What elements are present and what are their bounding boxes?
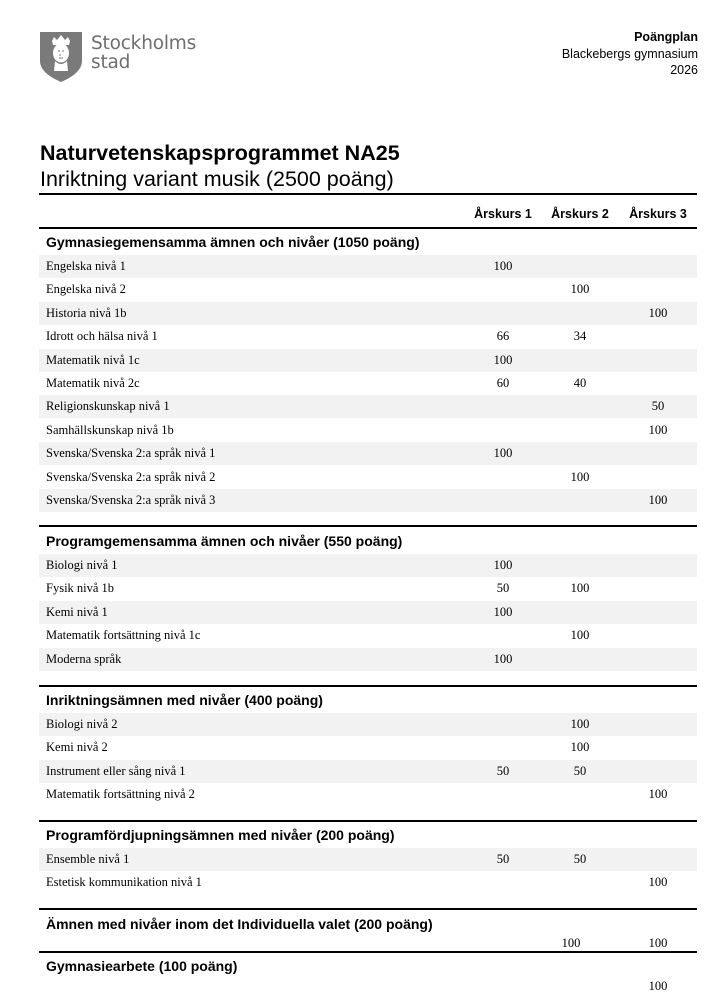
points-year-2: 100 <box>570 581 590 596</box>
points-year-1: 60 <box>496 376 510 390</box>
course-name: Moderna språk <box>46 651 122 666</box>
year: 2026 <box>670 63 698 77</box>
points-year-1: 100 <box>493 604 513 619</box>
course-name: Samhällskunskap nivå 1b <box>46 422 174 437</box>
section-title: Programfördjupningsämnen med nivåer (200 poäng) <box>46 827 395 843</box>
course-name: Fysik nivå 1b <box>46 581 115 596</box>
points-year-1: 66 <box>496 329 510 344</box>
individual-choice-year-3: 100 <box>648 936 668 950</box>
table-row <box>39 601 697 624</box>
points-year-2: 100 <box>570 628 590 643</box>
points-year-1: 100 <box>493 558 513 572</box>
points-year-1: 50 <box>496 581 510 596</box>
stockholms-stad-logo <box>39 31 196 83</box>
course-name: Ensemble nivå 1 <box>46 852 130 866</box>
divider <box>39 193 697 195</box>
course-name: Svenska/Svenska 2:a språk nivå 2 <box>46 469 216 484</box>
divider <box>39 908 697 910</box>
points-year-3: 100 <box>648 787 668 802</box>
points-year-1: 100 <box>493 446 513 461</box>
section-title: Gymnasiegemensamma ämnen och nivåer (1050 poäng) <box>46 234 420 250</box>
course-name: Matematik nivå 1c <box>46 352 140 367</box>
divider <box>39 951 697 953</box>
section-title: Gymnasiearbete (100 poäng) <box>46 958 238 974</box>
table-row <box>39 760 697 783</box>
points-year-3: 100 <box>648 493 668 507</box>
table-row <box>39 349 697 372</box>
course-name: Idrott och hälsa nivå 1 <box>46 329 158 344</box>
table-row <box>39 489 697 512</box>
table-row <box>39 783 697 806</box>
table-row <box>39 577 697 600</box>
course-name: Biologi nivå 1 <box>46 558 118 572</box>
divider <box>39 227 697 229</box>
course-name: Svenska/Svenska 2:a språk nivå 1 <box>46 446 216 461</box>
section-title: Inriktningsämnen med nivåer (400 poäng) <box>46 692 323 708</box>
points-year-2: 34 <box>573 329 587 344</box>
points-year-1: 50 <box>496 852 510 866</box>
table-row <box>39 871 697 894</box>
points-year-1: 50 <box>496 763 510 778</box>
points-year-2: 50 <box>573 852 587 866</box>
column-header-year-3: Årskurs 3 <box>629 207 687 221</box>
table-row <box>39 848 697 871</box>
points-year-3: 100 <box>648 875 668 890</box>
points-year-2: 100 <box>570 469 590 484</box>
document-type: Poängplan <box>634 30 698 44</box>
course-name: Instrument eller sång nivå 1 <box>46 763 186 778</box>
document-header <box>562 29 698 79</box>
table-row <box>39 466 697 489</box>
logo-text-line1: Stockholms <box>91 33 197 54</box>
gymnasiearbete-year-3: 100 <box>648 979 668 993</box>
table-row <box>39 278 697 301</box>
course-name: Matematik fortsättning nivå 2 <box>46 787 195 802</box>
course-name: Svenska/Svenska 2:a språk nivå 3 <box>46 493 216 507</box>
table-row <box>39 554 697 577</box>
points-year-1: 100 <box>493 259 513 273</box>
course-name: Kemi nivå 1 <box>46 604 108 619</box>
course-name: Engelska nivå 2 <box>46 282 126 297</box>
course-name: Kemi nivå 2 <box>46 740 108 755</box>
table-row <box>39 736 697 759</box>
program-subtitle: Inriktning variant musik (2500 poäng) <box>40 167 394 191</box>
points-year-2: 100 <box>570 717 590 731</box>
course-name: Historia nivå 1b <box>46 305 127 320</box>
points-year-1: 100 <box>493 352 513 367</box>
table-row <box>39 442 697 465</box>
table-row <box>39 255 697 278</box>
table-row <box>39 325 697 348</box>
course-name: Engelska nivå 1 <box>46 259 126 273</box>
section-title: Programgemensamma ämnen och nivåer (550 poäng) <box>46 533 403 549</box>
divider <box>39 820 697 822</box>
logo-text-line2: stad <box>91 52 131 73</box>
course-name: Religionskunskap nivå 1 <box>46 399 170 414</box>
table-row <box>39 713 697 736</box>
school-name: Blackebergs gymnasium <box>561 46 698 61</box>
individual-choice-year-2: 100 <box>561 936 581 950</box>
section-title: Ämnen med nivåer inom det Individuella valet (200 poäng) <box>46 916 433 932</box>
program-title: Naturvetenskapsprogrammet NA25 <box>40 141 400 165</box>
column-header-year-1: Årskurs 1 <box>474 207 532 221</box>
course-name: Biologi nivå 2 <box>46 717 118 731</box>
divider <box>39 525 697 527</box>
coat-of-arms-icon <box>39 31 83 83</box>
points-year-2: 40 <box>573 376 587 390</box>
points-year-3: 100 <box>648 422 668 437</box>
table-row <box>39 419 697 442</box>
course-name: Matematik fortsättning nivå 1c <box>46 628 201 643</box>
table-row <box>39 395 697 418</box>
table-row <box>39 624 697 647</box>
points-year-3: 50 <box>651 399 665 414</box>
course-name: Estetisk kommunikation nivå 1 <box>46 875 202 890</box>
table-row <box>39 302 697 325</box>
points-year-2: 100 <box>570 740 590 755</box>
points-year-1: 100 <box>493 651 513 666</box>
table-row <box>39 372 697 395</box>
course-name: Matematik nivå 2c <box>46 376 140 390</box>
divider <box>39 685 697 687</box>
table-row <box>39 648 697 671</box>
points-year-2: 100 <box>570 282 590 297</box>
column-header-year-2: Årskurs 2 <box>551 207 609 221</box>
points-year-2: 50 <box>573 763 587 778</box>
points-year-3: 100 <box>648 305 668 320</box>
